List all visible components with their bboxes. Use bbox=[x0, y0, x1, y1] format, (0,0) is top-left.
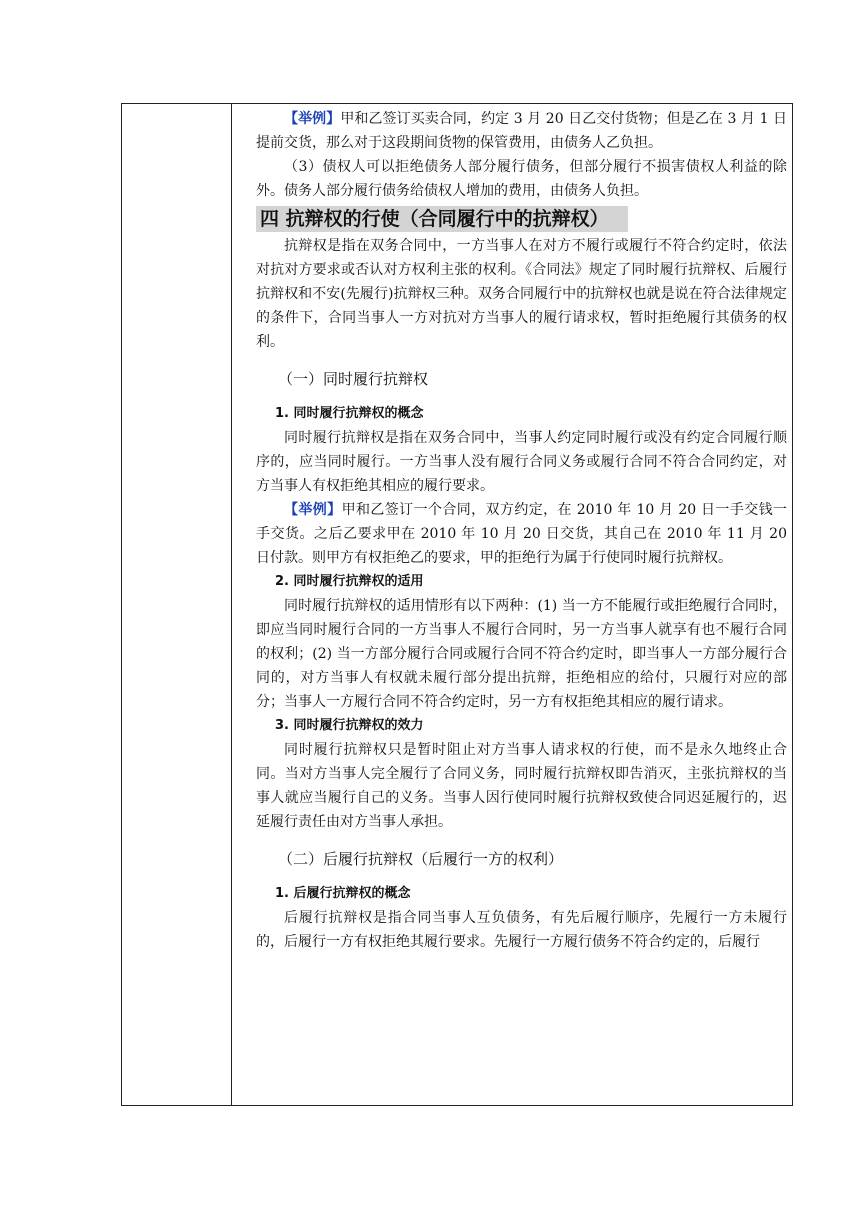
item-2-heading: 2. 同时履行抗辩权的适用 bbox=[275, 574, 424, 589]
example-paragraph bbox=[256, 107, 787, 155]
section-4-intro: 抗辩权是指在双务合同中，一方当事人在对方不履行或履行不符合约定时，依法对抗对方要求或否认对方权利主张的权利。《合同法》规定了同时履行抗辩权、后履行抗辩权和不安(先履行)抗辩权三种。双务合同履行中的抗辩权也就是说在符合法律规定的条件下，合同当事人一方对抗对方当事人的履行请求权，暂时拒绝履行其债务的权利。 bbox=[256, 238, 787, 350]
section-4-heading: 四 抗辩权的行使（合同履行中的抗辩权） bbox=[256, 206, 628, 232]
item-3-heading: 3. 同时履行抗辩权的效力 bbox=[275, 718, 424, 733]
item-1-text: 同时履行抗辩权是指在双务合同中，当事人约定同时履行或没有约定合同履行顺序的，应当同时履行。一方当事人没有履行合同义务或履行合同不符合合同约定，对方当事人有权拒绝其相应的履行要求。 bbox=[256, 430, 787, 494]
example-paragraph-2 bbox=[256, 498, 787, 570]
example-tag: 【举例】 bbox=[284, 111, 341, 127]
table-content-cell bbox=[256, 107, 787, 954]
subsection-1-heading: （一）同时履行抗辩权 bbox=[278, 370, 429, 388]
rule-3-paragraph: （3）债权人可以拒绝债务人部分履行债务，但部分履行不损害债权人利益的除外。债务人部分履行债务给债权人增加的费用，由债务人负担。 bbox=[256, 159, 787, 199]
item-2-1-heading: 1. 后履行抗辩权的概念 bbox=[275, 886, 411, 901]
example-tag-2: 【举例】 bbox=[284, 502, 342, 518]
item-1-heading: 1. 同时履行抗辩权的概念 bbox=[275, 406, 424, 421]
item-2-text: 同时履行抗辩权的适用情形有以下两种：(1) 当一方不能履行或拒绝履行合同时，即应当同时履行合同的一方当事人不履行合同时，另一方当事人就享有也不履行合同的权利；(2) 当一方部分履行合同或履行合同不符合约定时，即当事人一方部分履行合同的，对方当事人有权就未履行部分提出抗辩，拒绝相应的给付，只履行对应的部分；当事人一方履行合同不符合约定时，另一方有权拒绝其相应的履行请求。 bbox=[256, 598, 787, 710]
item-2-1-text: 后履行抗辩权是指合同当事人互负债务，有先后履行顺序，先履行一方未履行的，后履行一方有权拒绝其履行要求。先履行一方履行债务不符合约定的，后履行 bbox=[256, 910, 787, 950]
column-divider bbox=[231, 104, 232, 1105]
example-text: 甲和乙签订买卖合同，约定 3 月 20 日乙交付货物；但是乙在 3 月 1 日提前交货，那么对于这段期间货物的保管费用，由债务人乙负担。 bbox=[256, 111, 787, 151]
document-table bbox=[121, 103, 793, 1106]
item-3-text: 同时履行抗辩权只是暂时阻止对方当事人请求权的行使，而不是永久地终止合同。当对方当事人完全履行了合同义务，同时履行抗辩权即告消灭，主张抗辩权的当事人就应当履行自己的义务。当事人因行使同时履行抗辩权致使合同迟延履行的，迟延履行责任由对方当事人承担。 bbox=[256, 742, 787, 830]
subsection-2-heading: （二）后履行抗辩权（后履行一方的权利） bbox=[278, 850, 564, 868]
example-text-2: 甲和乙签订一个合同，双方约定，在 2010 年 10 月 20 日一手交钱一手交货。之后乙要求甲在 2010 年 10 月 20 日交货，其自己在 2010 年 11 月 20 日付款。则甲方有权拒绝乙的要求，甲的拒绝行为属于行使同时履行抗辩权。 bbox=[256, 502, 788, 566]
